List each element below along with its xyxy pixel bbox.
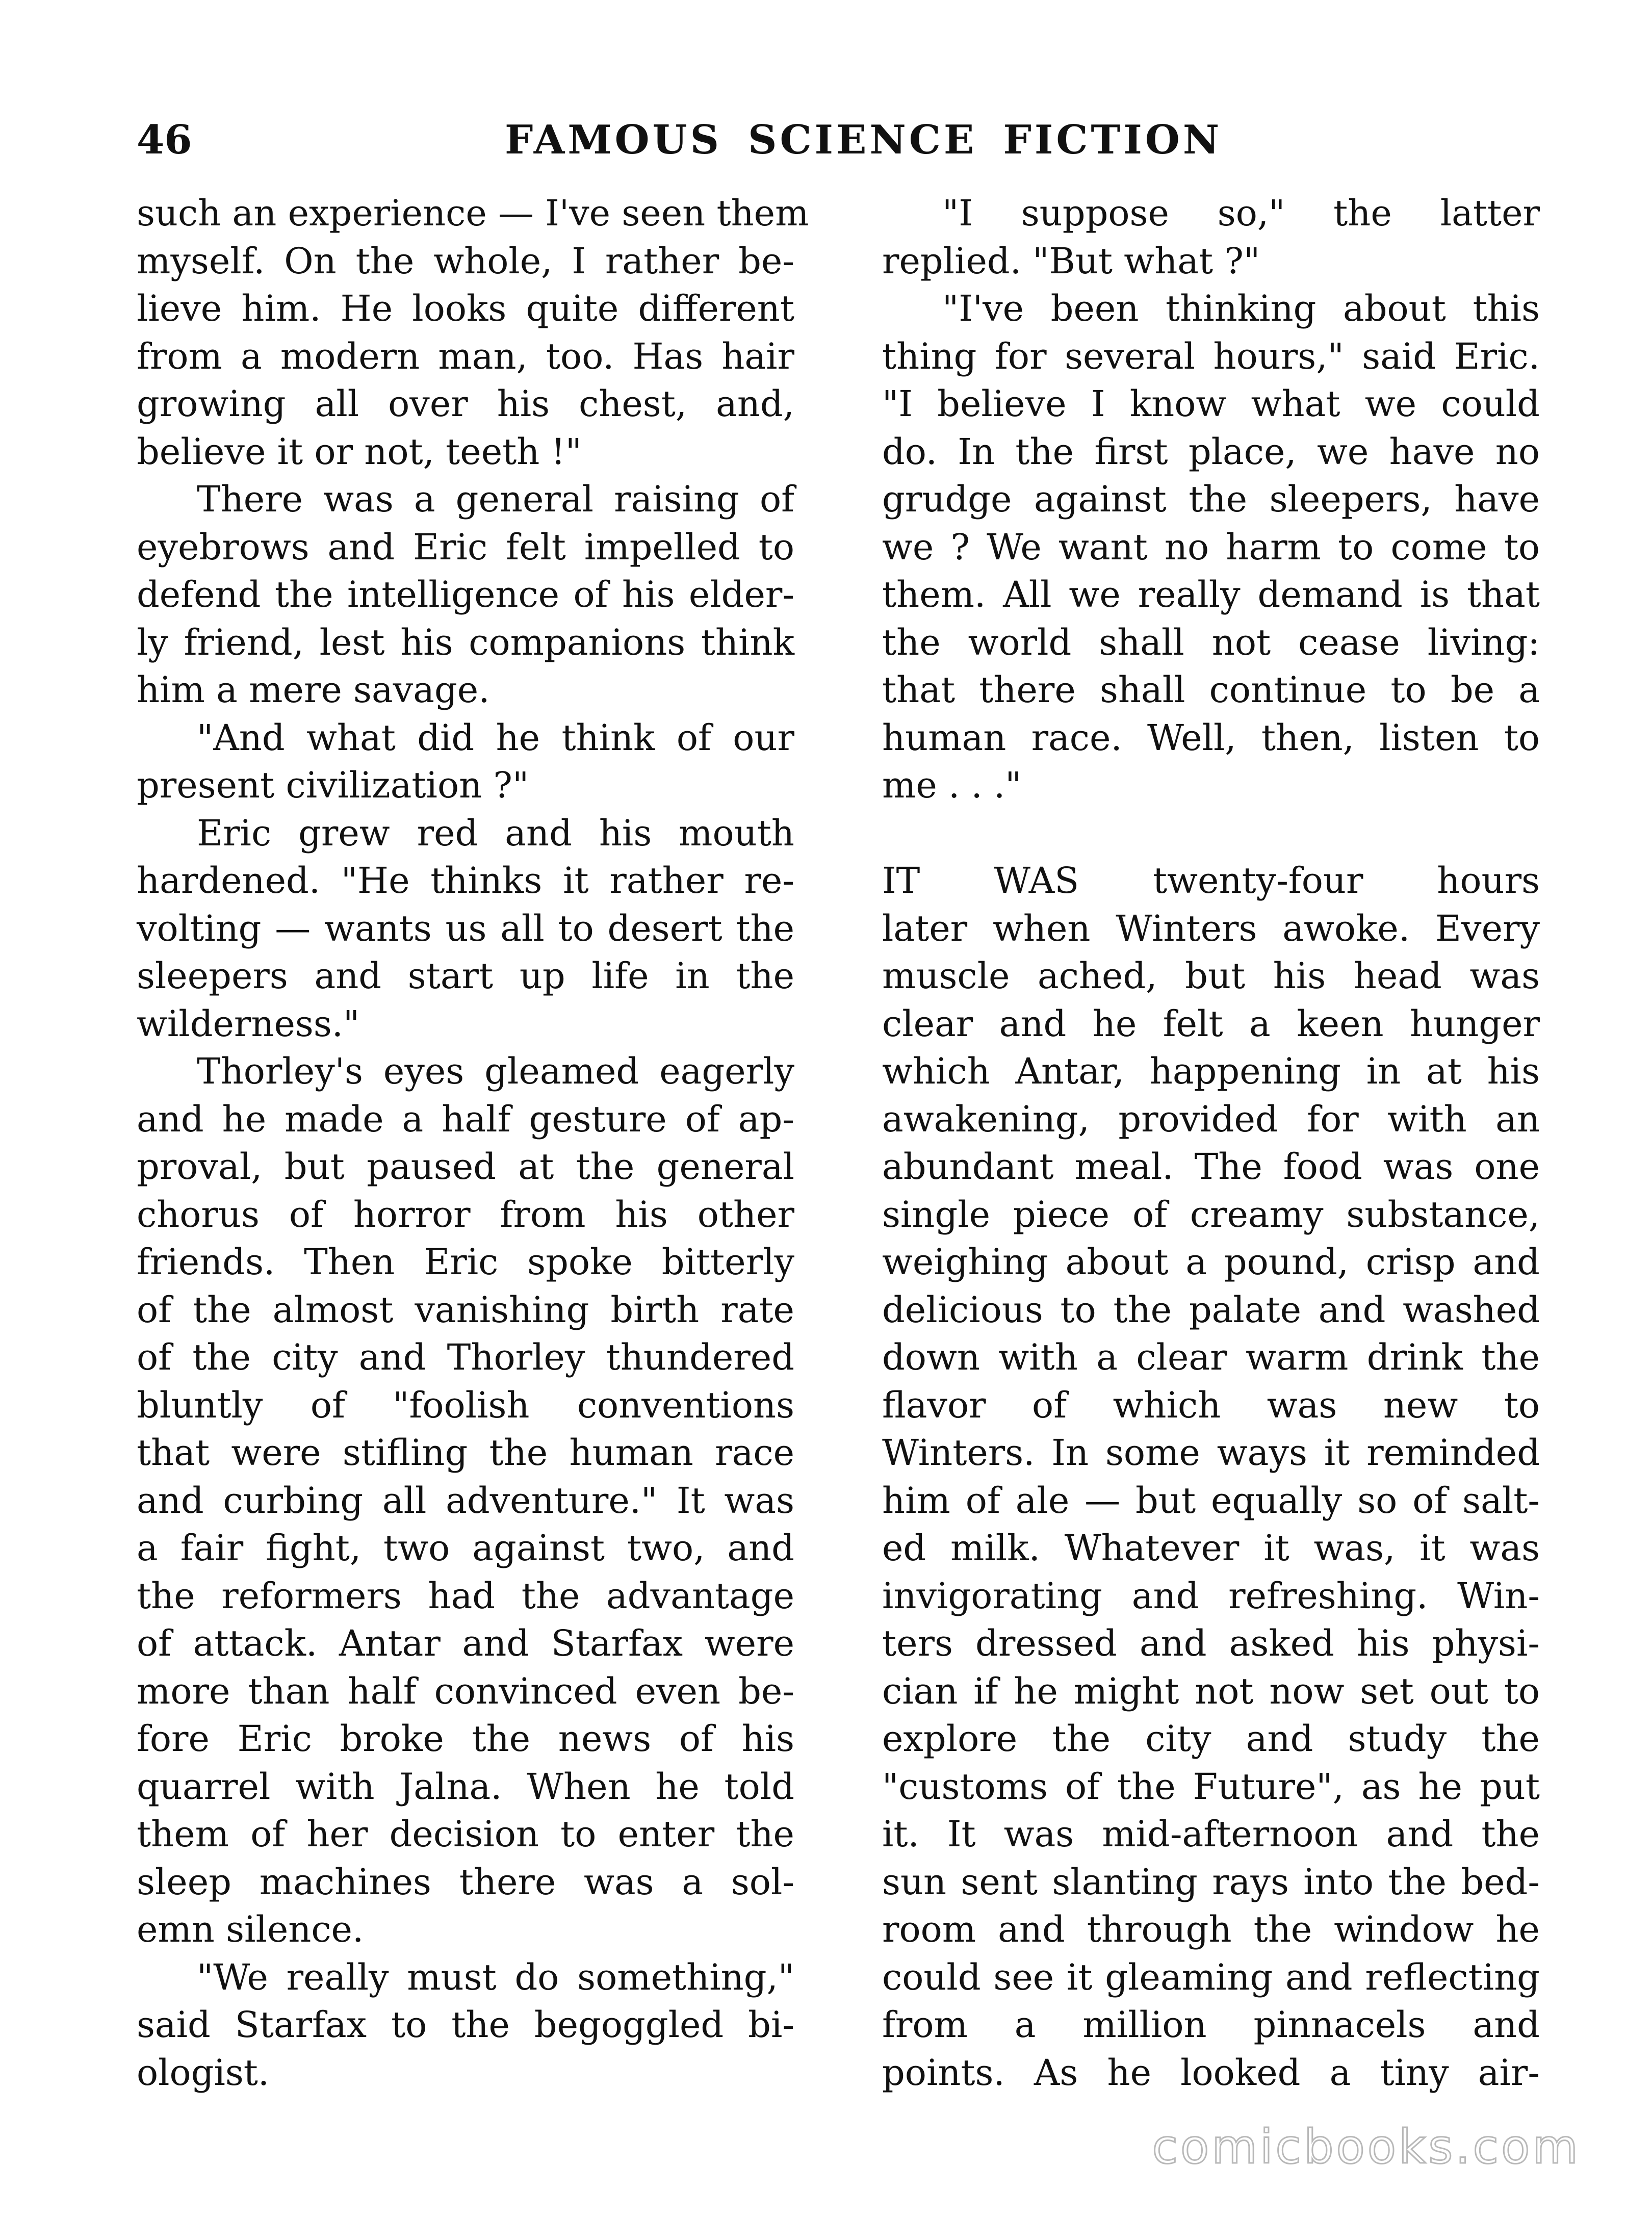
text-line: that there shall continue to be a xyxy=(882,669,1540,711)
text-line: such an experience — I've seen them xyxy=(137,192,809,234)
text-line: which Antar, happening in at his xyxy=(882,1050,1540,1092)
text-line: said Starfax to the begoggled bi- xyxy=(137,2004,794,2046)
text-line: of the almost vanishing birth rate xyxy=(137,1288,794,1331)
text-line: bluntly of "foolish conventions xyxy=(137,1384,794,1426)
text-line: that were stifling the human race xyxy=(137,1432,794,1474)
text-line: ters dressed and asked his physi- xyxy=(882,1622,1540,1664)
text-line: weighing about a pound, crisp and xyxy=(882,1241,1540,1283)
running-title: FAMOUS SCIENCE FICTION xyxy=(505,117,1223,163)
text-line: clear and he felt a keen hunger xyxy=(882,1002,1540,1045)
text-line: lieve him. He looks quite different xyxy=(137,288,794,329)
text-line: ly friend, lest his companions think xyxy=(137,621,794,663)
text-line: believe it or not, teeth !" xyxy=(137,430,582,473)
text-line: of the city and Thorley thundered xyxy=(137,1336,794,1378)
text-line: "I suppose so," the latter xyxy=(942,192,1540,234)
page-number: 46 xyxy=(137,117,192,163)
text-line: single piece of creamy substance, xyxy=(882,1193,1540,1235)
text-line: more than half convinced even be- xyxy=(137,1670,794,1712)
text-line: me . . ." xyxy=(882,764,1022,806)
text-line: points. As he looked a tiny air- xyxy=(882,2051,1540,2094)
text-line: ed milk. Whatever it was, it was xyxy=(882,1527,1540,1569)
text-line: present civilization ?" xyxy=(137,764,529,806)
text-line: awakening, provided for with an xyxy=(882,1098,1540,1140)
text-line: room and through the window he xyxy=(882,1908,1540,1950)
text-line: fore Eric broke the news of his xyxy=(137,1718,794,1760)
text-line: growing all over his chest, and, xyxy=(137,383,794,425)
text-line: defend the intelligence of his elder- xyxy=(137,574,794,615)
text-line: grudge against the sleepers, have xyxy=(882,478,1540,520)
text-line: quarrel with Jalna. When he told xyxy=(137,1765,794,1808)
text-line: sun sent slanting rays into the bed- xyxy=(882,1861,1540,1903)
text-line: a fair fight, two against two, and xyxy=(137,1527,794,1569)
right-text-column xyxy=(882,190,1540,2097)
text-line: flavor of which was new to xyxy=(882,1384,1540,1426)
text-line: of attack. Antar and Starfax were xyxy=(137,1622,794,1664)
text-line: "And what did he think of our xyxy=(197,716,794,759)
text-line: and curbing all adventure." It was xyxy=(137,1479,794,1521)
text-line: him a mere savage. xyxy=(137,669,490,711)
text-line: cian if he might not now set out to xyxy=(882,1670,1540,1712)
text-line: them of her decision to enter the xyxy=(137,1813,794,1855)
text-line: from a modern man, too. Has hair xyxy=(137,335,794,377)
text-line: delicious to the palate and washed xyxy=(882,1288,1540,1331)
watermark: comicbooks.com xyxy=(1152,2120,1581,2174)
text-line: proval, but paused at the general xyxy=(137,1146,794,1188)
text-line: human race. Well, then, listen to xyxy=(882,716,1540,759)
text-line: him of ale — but equally so of salt- xyxy=(882,1479,1540,1521)
text-line: wilderness." xyxy=(137,1002,360,1045)
text-line: from a million pinnacels and xyxy=(882,2004,1540,2046)
text-line: Thorley's eyes gleamed eagerly xyxy=(197,1050,794,1092)
text-line: "customs of the Future", as he put xyxy=(882,1765,1540,1808)
text-line: "We really must do something," xyxy=(197,1956,794,1998)
text-line: the reformers had the advantage xyxy=(137,1575,794,1617)
text-line: thing for several hours," said Eric. xyxy=(882,335,1540,377)
text-line: later when Winters awoke. Every xyxy=(882,907,1540,949)
text-line: volting — wants us all to desert the xyxy=(137,907,794,949)
text-line: "I believe I know what we could xyxy=(882,383,1540,425)
text-line: sleepers and start up life in the xyxy=(137,955,794,997)
text-line: IT WAS twenty-four hours xyxy=(882,860,1540,901)
text-line: There was a general raising of xyxy=(197,478,794,520)
text-line: do. In the first place, we have no xyxy=(882,430,1540,473)
text-line: emn silence. xyxy=(137,1908,364,1950)
text-line: Eric grew red and his mouth xyxy=(197,812,794,854)
text-line: invigorating and refreshing. Win- xyxy=(882,1575,1540,1617)
text-line: friends. Then Eric spoke bitterly xyxy=(137,1241,794,1283)
text-line: could see it gleaming and reflecting xyxy=(882,1956,1540,1998)
text-line: hardened. "He thinks it rather re- xyxy=(137,860,794,901)
text-line: myself. On the whole, I rather be- xyxy=(137,240,794,282)
left-text-column xyxy=(137,190,809,2097)
text-line: muscle ached, but his head was xyxy=(882,955,1540,997)
text-line: abundant meal. The food was one xyxy=(882,1146,1540,1188)
text-line: Winters. In some ways it reminded xyxy=(882,1432,1540,1474)
text-line: eyebrows and Eric felt impelled to xyxy=(137,526,794,568)
text-line: and he made a half gesture of ap- xyxy=(137,1098,794,1140)
text-line: the world shall not cease living: xyxy=(882,621,1540,663)
text-line: explore the city and study the xyxy=(882,1718,1540,1760)
text-line: them. All we really demand is that xyxy=(882,574,1540,615)
text-line: we ? We want no harm to come to xyxy=(882,526,1540,568)
text-line: chorus of horror from his other xyxy=(137,1193,794,1235)
text-line: down with a clear warm drink the xyxy=(882,1336,1540,1378)
section-break xyxy=(882,810,1540,858)
text-line: it. It was mid-afternoon and the xyxy=(882,1813,1540,1855)
text-line: replied. "But what ?" xyxy=(882,240,1260,282)
text-line: "I've been thinking about this xyxy=(942,288,1540,329)
text-line: sleep machines there was a sol- xyxy=(137,1861,794,1903)
text-line: ologist. xyxy=(137,2051,270,2094)
